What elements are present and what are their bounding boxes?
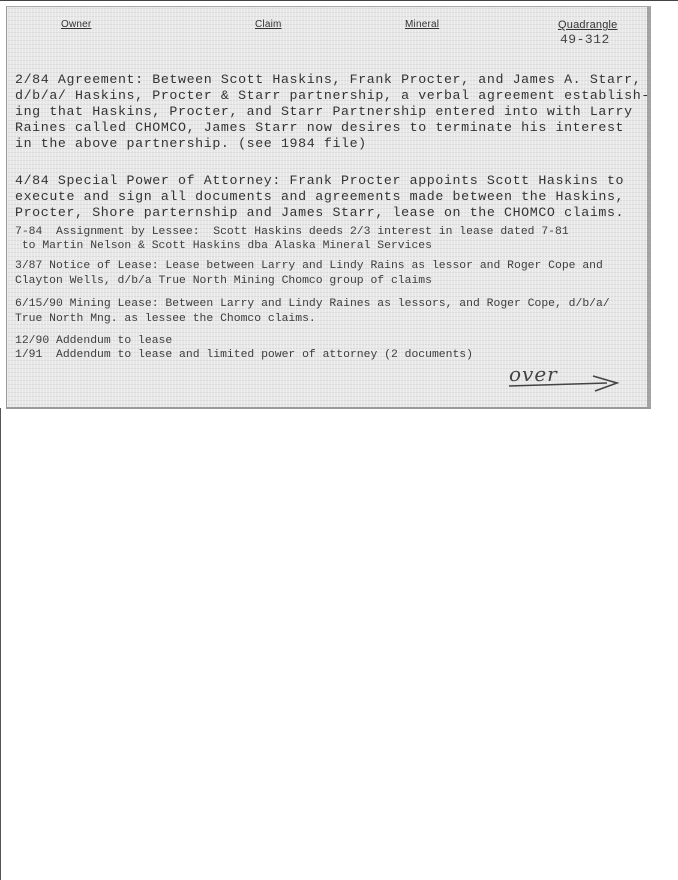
- entry-addendum-line-1: 12/90 Addendum to lease: [15, 335, 173, 347]
- record-card: [6, 6, 651, 409]
- entry-power-of-attorney-line-2: execute and sign all documents and agreements made between the Haskins,: [15, 189, 625, 204]
- claim-column-heading: Claim: [255, 19, 282, 30]
- entry-agreement-line-1: 2/84 Agreement: Between Scott Haskins, Frank Procter, and James A. Starr,: [15, 72, 642, 87]
- entry-mining-lease-line-2: True North Mng. as lessee the Chomco claims.: [15, 313, 316, 325]
- entry-agreement-line-2: d/b/a/ Haskins, Procter & Starr partnership, a verbal agreement establish-: [15, 88, 650, 103]
- entry-power-of-attorney-line-3: Procter, Shore parternship and James Starr, lease on the CHOMCO claims.: [15, 205, 625, 220]
- card-edge-right: [647, 7, 651, 409]
- entry-addendum-line-2: 1/91 Addendum to lease and limited power of attorney (2 documents): [15, 349, 473, 361]
- page-left-rule: [0, 408, 1, 880]
- quadrangle-column-heading: Quadrangle: [558, 19, 618, 31]
- entry-assignment-line-2: to Martin Nelson & Scott Haskins dba Alaska Mineral Services: [15, 240, 432, 252]
- entry-notice-of-lease-line-1: 3/87 Notice of Lease: Lease between Larry and Lindy Rains as lessor and Roger Cope and: [15, 260, 603, 272]
- card-edge-bottom: [7, 407, 651, 409]
- handwritten-arrow-icon: [507, 372, 627, 398]
- entry-agreement-line-4: Raines called CHOMCO, James Starr now desires to terminate his interest: [15, 120, 625, 135]
- handwritten-over-note: over: [509, 362, 558, 386]
- entry-assignment-line-1: 7-84 Assignment by Lessee: Scott Haskins deeds 2/3 interest in lease dated 7-81: [15, 226, 569, 238]
- entry-notice-of-lease-line-2: Clayton Wells, d/b/a True North Mining Chomco group of claims: [15, 275, 432, 287]
- entry-power-of-attorney-line-1: 4/84 Special Power of Attorney: Frank Procter appoints Scott Haskins to: [15, 173, 625, 188]
- mineral-column-heading: Mineral: [405, 19, 440, 30]
- entry-agreement-line-3: ing that Haskins, Procter, and Starr Partnership entered into with Larry: [15, 104, 633, 119]
- page-top-rule: [0, 0, 678, 1]
- entry-mining-lease-line-1: 6/15/90 Mining Lease: Between Larry and Lindy Raines as lessors, and Roger Cope, d/b/a/: [15, 298, 610, 310]
- quadrangle-number: 49-312: [560, 32, 610, 47]
- owner-column-heading: Owner: [61, 19, 92, 30]
- entry-agreement-line-5: in the above partnership. (see 1984 file): [15, 136, 367, 151]
